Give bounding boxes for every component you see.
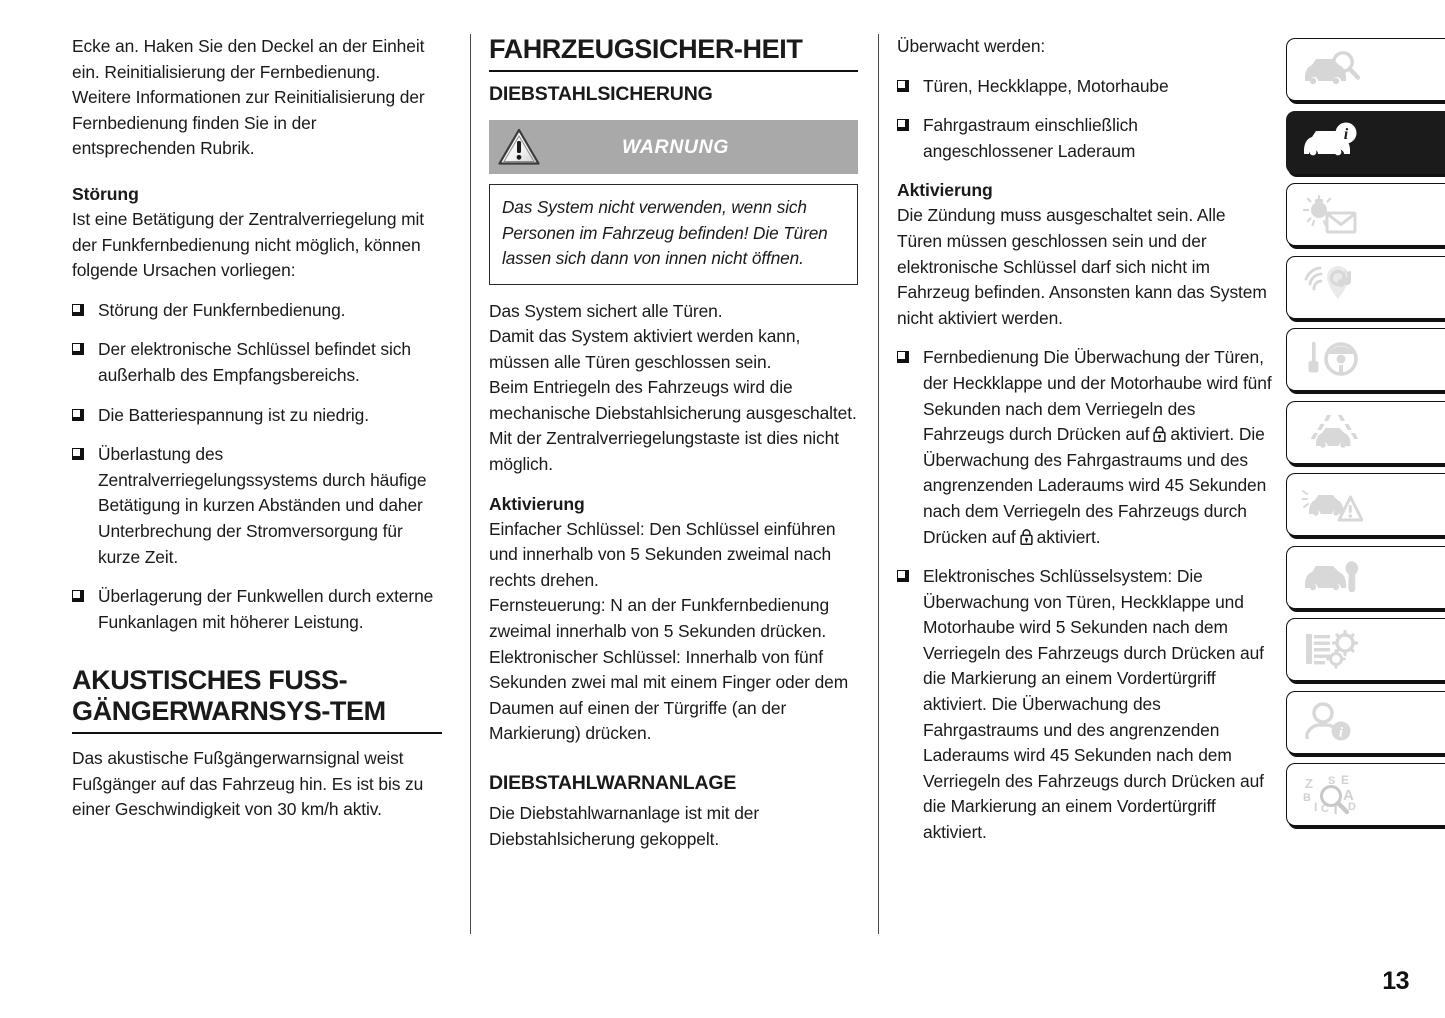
- alphabetical-index-icon: [1301, 774, 1367, 816]
- chapter-title-pedestrian-warning: AKUSTISCHES FUSS-GÄNGERWARNSYS-TEM: [72, 665, 442, 734]
- list-item: [897, 113, 1272, 164]
- bullet-square-icon: [897, 570, 909, 582]
- svg-text:A: A: [1343, 786, 1354, 804]
- svg-text:i: i: [1339, 725, 1343, 741]
- bullet-square-icon: [72, 343, 84, 355]
- page-columns: [72, 34, 1272, 934]
- warning-label: WARNUNG: [621, 135, 730, 158]
- antitheft-body-2: Damit das System aktiviert werden kann, müssen alle Türen geschlossen sein.: [489, 326, 801, 372]
- list-item-label: Überlastung des Zentralverriegelungssystems durch häufige Betätigung in kurzen Abständen und daher Unterbrechung der Stromversorgung für kurze Zeit.: [98, 444, 427, 567]
- list-item-remote: [897, 345, 1272, 550]
- section-title-alarm: DIEBSTAHLWARNANLAGE: [489, 772, 737, 794]
- tab-vehicle-overview[interactable]: [1286, 38, 1445, 101]
- keyless-text: Elektronisches Schlüsselsystem: Die Überwachung von Türen, Heckklappe und Motorhaube wird 5 Sekunden nach dem Verriegeln des Fahrzeugs durch Drücken auf die Markierung an einem Vordertürgriff aktiviert. Die Überwachung des Fahrgastraums und des angrenzenden Laderaums wird 45 Sekunden nach dem Verriegeln des Fahrzeugs durch Drücken auf die Markierung an einem Vordertürgriff aktiviert.: [923, 566, 1264, 843]
- lock-icon: [1152, 425, 1167, 443]
- heading-stoerung: Störung: [72, 183, 139, 204]
- car-wrench-icon: [1301, 556, 1363, 598]
- svg-text:T: T: [1331, 800, 1341, 816]
- bullet-square-icon: [72, 448, 84, 460]
- bullet-square-icon: [897, 351, 909, 363]
- car-lane-assist-icon: [1301, 411, 1363, 453]
- svg-text:D: D: [1348, 800, 1356, 813]
- warning-triangle-icon: [497, 127, 541, 167]
- list-item-label: Störung der Funkfernbedienung.: [98, 299, 346, 320]
- svg-text:E: E: [1341, 773, 1350, 787]
- list-item-label: Türen, Heckklappe, Motorhaube: [923, 75, 1169, 96]
- list-item: [72, 337, 442, 388]
- tab-emergency[interactable]: [1286, 473, 1445, 536]
- list-item: [72, 442, 442, 570]
- chapter-title-vehicle-security: FAHRZEUGSICHER-HEIT: [489, 34, 858, 72]
- tab-customer-service[interactable]: [1286, 691, 1445, 754]
- heading-aktivierung-col2: Aktivierung: [489, 493, 585, 514]
- intro-paragraph: Ecke an. Haken Sie den Deckel an der Einheit ein. Reinitialisierung der Fernbedienung. Weitere Informationen zur Reinitialisierung der Fernbedienung finden Sie in der entsprechenden Rubrik.: [72, 36, 425, 159]
- bullet-square-icon: [72, 304, 84, 316]
- list-item-label: Der elektronische Schlüssel befindet sich außerhalb des Empfangsbereichs.: [98, 339, 411, 385]
- chapter-tab-rail: [1286, 38, 1445, 826]
- list-item-keyless: [897, 564, 1272, 846]
- car-info-icon: [1301, 121, 1363, 163]
- tab-lamps-messages[interactable]: [1286, 183, 1445, 246]
- stoerung-intro: Ist eine Betätigung der Zentralverriegelung mit der Funkfernbedienung nicht möglich, können folgende Ursachen vorliegen:: [72, 208, 425, 281]
- column-right: [878, 34, 1272, 934]
- stoerung-list: [72, 298, 442, 636]
- list-item-label: Überlagerung der Funkwellen durch externe Funkanlagen mit höherer Leistung.: [98, 586, 434, 632]
- svg-text:I: I: [1314, 799, 1318, 814]
- activation-methods-list: [897, 345, 1272, 845]
- tab-driving[interactable]: [1286, 328, 1445, 391]
- svg-text:C: C: [1321, 802, 1329, 815]
- car-magnifier-icon: [1301, 49, 1363, 91]
- car-warning-triangle-icon: [1301, 484, 1363, 526]
- list-item-label: Die Batteriespannung ist zu niedrig.: [98, 404, 369, 425]
- list-gears-icon: [1301, 629, 1363, 671]
- svg-text:B: B: [1303, 791, 1311, 804]
- aktivierung-body-3: Elektronischer Schlüssel: Innerhalb von fünf Sekunden zwei mal mit einem Finger oder dem Daumen auf einen der Türgriffe (an der Markierung) drücken.: [489, 646, 849, 744]
- antitheft-body-3: Beim Entriegeln des Fahrzeugs wird die mechanische Diebstahlsicherung ausgeschaltet.: [489, 377, 857, 423]
- warning-banner: [489, 120, 858, 174]
- remote-text-part-3: aktiviert.: [1036, 526, 1101, 547]
- monitored-intro: Überwacht werden:: [897, 36, 1046, 56]
- bullet-square-icon: [897, 80, 909, 92]
- svg-text:S: S: [1328, 774, 1336, 787]
- signal-location-music-icon: [1301, 265, 1363, 309]
- bullet-square-icon: [72, 590, 84, 602]
- svg-text:i: i: [1343, 126, 1349, 143]
- tab-vehicle-info[interactable]: [1286, 111, 1445, 174]
- list-item-label: Fahrgastraum einschließlich angeschlossener Laderaum: [923, 115, 1138, 161]
- monitored-list: [897, 74, 1272, 165]
- heading-aktivierung-col3: Aktivierung: [897, 180, 993, 201]
- column-left: [72, 34, 470, 934]
- aktivierung-body-1: Einfacher Schlüssel: Den Schlüssel einführen und innerhalb von 5 Sekunden zweimal nach rechts drehen.: [489, 518, 836, 590]
- warning-text-box: [489, 184, 858, 285]
- bullet-square-icon: [897, 119, 909, 131]
- section-title-antitheft: DIEBSTAHLSICHERUNG: [489, 83, 713, 105]
- column-middle: [470, 34, 878, 934]
- aktivierung-body-2: Fernsteuerung: N an der Funkfernbedienung zweimal innerhalb von 5 Sekunden drücken.: [489, 595, 830, 642]
- svg-text:Z: Z: [1305, 775, 1313, 791]
- tab-maintenance[interactable]: [1286, 546, 1445, 609]
- lock-icon: [1019, 528, 1034, 546]
- list-item: [72, 584, 442, 635]
- tab-infotainment[interactable]: [1286, 256, 1445, 319]
- chapter-body: Das akustische Fußgängerwarnsignal weist Fußgänger auf das Fahrzeug hin. Es ist bis zu einer Geschwindigkeit von 30 km/h aktiv.: [72, 748, 424, 820]
- lamp-envelope-icon: [1301, 194, 1363, 236]
- warning-text: Das System nicht verwenden, wenn sich Personen im Fahrzeug befinden! Die Türen lassen sich dann von innen nicht öffnen.: [502, 197, 828, 268]
- list-item: [72, 403, 442, 429]
- antitheft-body-1: Das System sichert alle Türen.: [489, 300, 723, 321]
- remote-text-part-1: Fernbedienung Die Überwachung der Türen, der Heckklappe und der Motorhaube wird fünf Sekunden nach dem Verriegeln des Fahrzeugs durch Drücken auf: [923, 347, 1272, 445]
- alarm-body: Die Diebstahlwarnanlage ist mit der Diebstahlsicherung gekoppelt.: [489, 803, 760, 849]
- gearshift-steering-wheel-icon: [1301, 339, 1363, 381]
- list-item: [72, 298, 442, 324]
- remote-text-part-2: aktiviert. Die Überwachung des Fahrgastraums und des angrenzenden Laderaums wird 45 Sekunden nach dem Verriegeln des Fahrzeugs durch Drücken auf: [923, 424, 1267, 547]
- tab-driving-assistance[interactable]: [1286, 401, 1445, 464]
- antitheft-body-4: Mit der Zentralverriegelungstaste ist dies nicht möglich.: [489, 428, 839, 475]
- tab-technical-data[interactable]: [1286, 618, 1445, 681]
- bullet-square-icon: [72, 409, 84, 421]
- list-item: [897, 74, 1272, 100]
- aktivierung-body-col3: Die Zündung muss ausgeschaltet sein. Alle Türen müssen geschlossen sein und der elektronische Schlüssel darf sich nicht im Fahrzeug befinden. Ansonsten kann das System nicht aktiviert werden.: [897, 205, 1267, 328]
- page-number: 13: [1382, 967, 1409, 995]
- person-info-icon: [1301, 701, 1363, 743]
- tab-alphabetical-index[interactable]: [1286, 763, 1445, 826]
